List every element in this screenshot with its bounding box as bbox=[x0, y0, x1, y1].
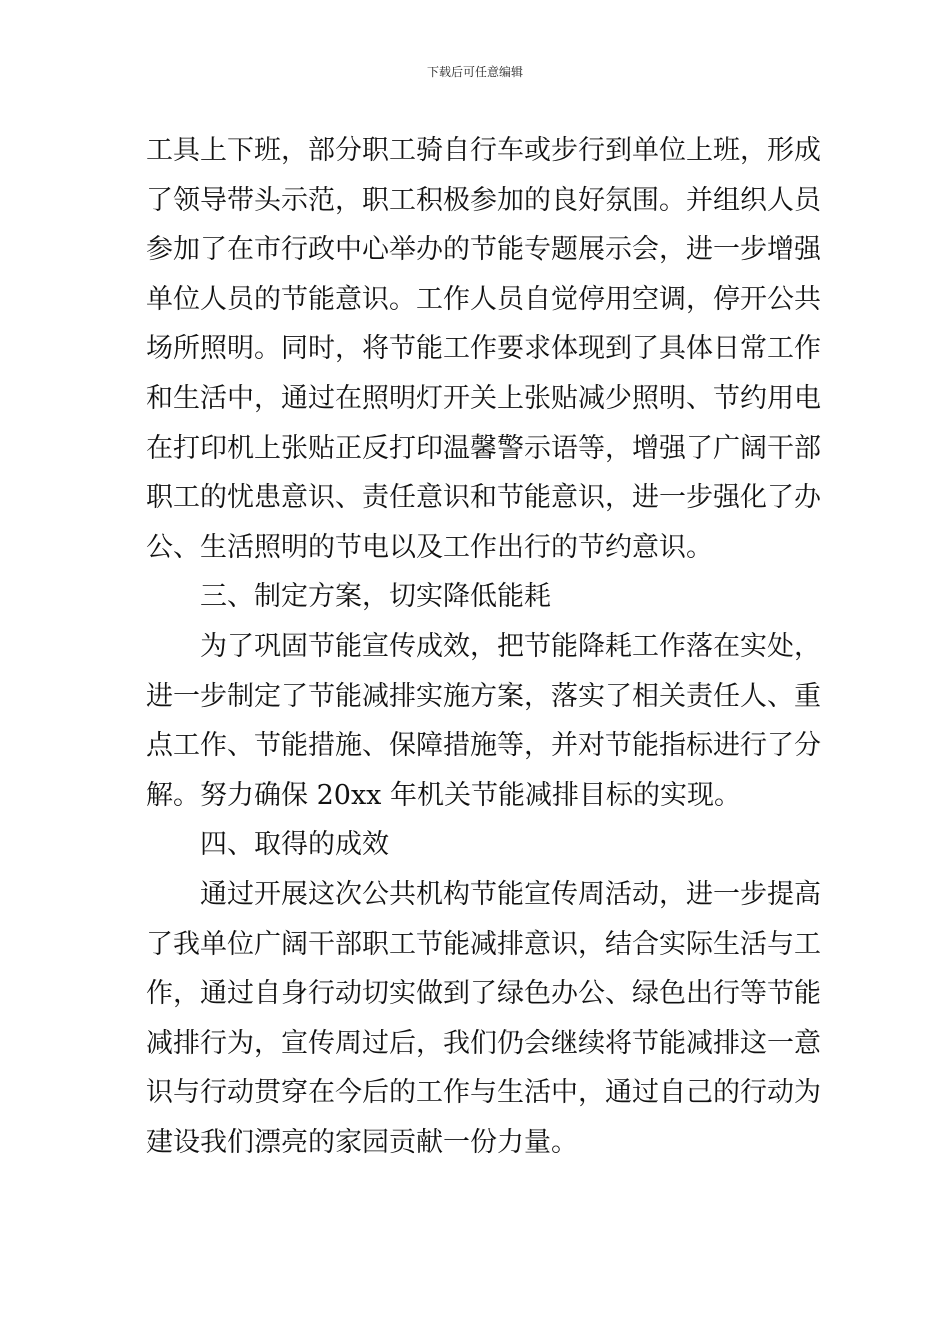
section-heading: 三、制定方案，切实降低能耗 bbox=[200, 581, 551, 613]
body-line: 识与行动贯穿在今后的工作与生活中，通过自己的行动为 bbox=[146, 1077, 821, 1109]
body-line: 在打印机上张贴正反打印温馨警示语等，增强了广阔干部 bbox=[146, 432, 821, 464]
body-line: 作，通过自身行动切实做到了绿色办公、绿色出行等节能 bbox=[146, 978, 821, 1010]
body-line: 解。努力确保 20xx 年机关节能减排目标的实现。 bbox=[146, 779, 741, 811]
body-line: 公、生活照明的节电以及工作出行的节约意识。 bbox=[146, 531, 713, 563]
body-line: 减排行为，宣传周过后，我们仍会继续将节能减排这一意 bbox=[146, 1027, 821, 1059]
body-line: 场所照明。同时，将节能工作要求体现到了具体日常工作 bbox=[146, 333, 821, 365]
body-line: 工具上下班，部分职工骑自行车或步行到单位上班，形成 bbox=[146, 135, 821, 166]
body-line: 单位人员的节能意识。工作人员自觉停用空调，停开公共 bbox=[146, 283, 821, 315]
page-header: 下载后可任意编辑 bbox=[426, 65, 523, 79]
body-line: 职工的忧患意识、责任意识和节能意识，进一步强化了办 bbox=[146, 482, 821, 514]
body-line: 点工作、节能措施、保障措施等，并对节能指标进行了分 bbox=[146, 730, 821, 762]
body-line: 通过开展这次公共机构节能宣传周活动，进一步提高 bbox=[200, 878, 821, 910]
body-line: 了领导带头示范，职工积极参加的良好氛围。并组织人员 bbox=[146, 184, 821, 216]
body-line: 进一步制定了节能减排实施方案，落实了相关责任人、重 bbox=[146, 680, 821, 712]
body-line: 为了巩固节能宣传成效，把节能降耗工作落在实处， bbox=[200, 630, 821, 662]
body-line: 了我单位广阔干部职工节能减排意识，结合实际生活与工 bbox=[146, 928, 821, 960]
body-line: 建设我们漂亮的家园贡献一份力量。 bbox=[146, 1126, 578, 1158]
body-line: 参加了在市行政中心举办的节能专题展示会，进一步增强 bbox=[146, 234, 821, 266]
document-body bbox=[146, 126, 821, 1167]
body-line: 和生活中，通过在照明灯开关上张贴减少照明、节约用电 bbox=[146, 382, 821, 414]
section-heading: 四、取得的成效 bbox=[200, 829, 389, 861]
